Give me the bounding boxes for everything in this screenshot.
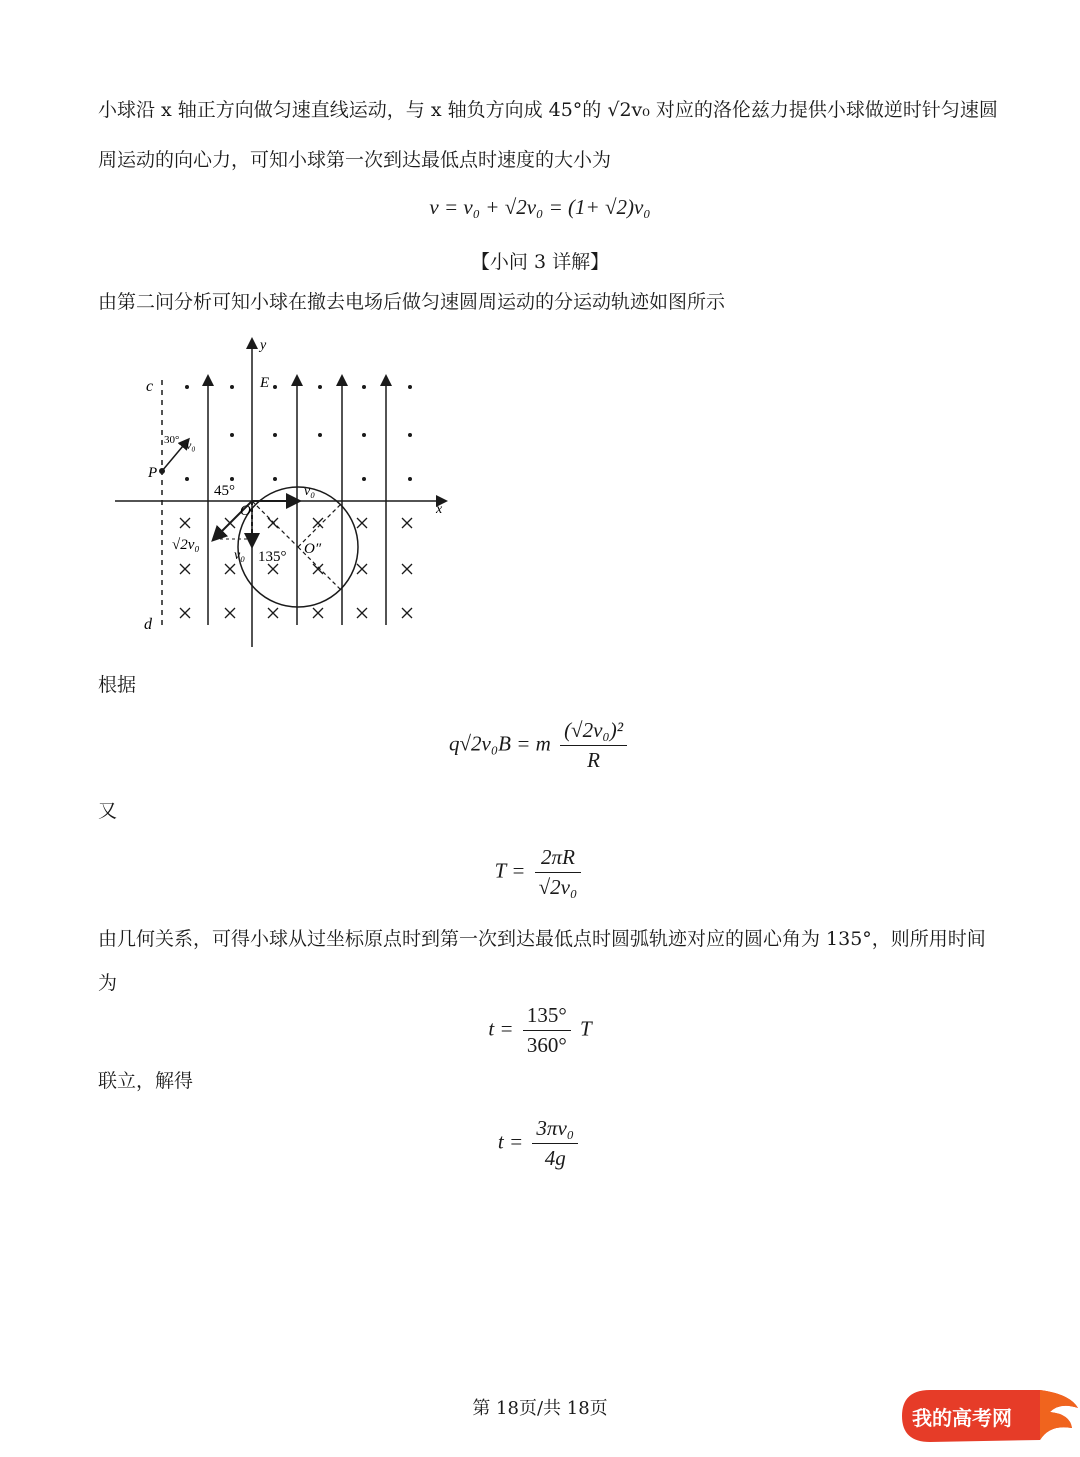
label-d: d: [144, 616, 152, 633]
eq3-numerator: 2πR: [535, 845, 582, 873]
eq5-left: t =: [497, 1129, 524, 1154]
label-135-deg: 135°: [258, 549, 287, 565]
equation-time-result: [0, 1116, 1080, 1171]
label-O: O: [240, 503, 251, 519]
label-45-deg: 45°: [214, 483, 235, 499]
label-P: P: [148, 465, 158, 481]
paragraph-3-line-2: 为: [98, 972, 118, 994]
label-v0-at-P: v₀: [186, 438, 196, 452]
eq3-denominator: √2v₀: [538, 875, 578, 899]
eq3-left: T =: [494, 858, 526, 883]
label-E: E: [260, 375, 270, 391]
eq4-denominator: 360°: [526, 1033, 567, 1057]
label-v0-top: v₀: [304, 484, 316, 499]
word-lianli: 联立，解得: [98, 1070, 194, 1092]
equation-period: [0, 845, 1080, 900]
label-v0-down: v₀: [234, 548, 246, 563]
magnetic-crosses: [180, 518, 412, 618]
eq2-denominator: R: [587, 748, 600, 772]
logo-text: 我的高考网: [912, 1406, 1012, 1430]
section-heading: 【小问 3 详解】: [470, 251, 610, 273]
eq2-numerator: (√2v₀)²: [560, 718, 627, 746]
site-logo: [900, 1384, 1080, 1448]
eq5-numerator: 3πv₀: [532, 1116, 578, 1144]
label-sqrt2-v0: √2v₀: [172, 537, 200, 553]
label-x: x: [436, 502, 443, 517]
eq4-numerator: 135°: [523, 1003, 571, 1031]
equation-time-fraction: [0, 1003, 1080, 1058]
page-footer: 第 18页/共 18页: [472, 1398, 608, 1419]
eq4-left: t =: [488, 1016, 514, 1041]
paragraph-2: 由第二问分析可知小球在撤去电场后做匀速圆周运动的分运动轨迹如图所示: [98, 291, 726, 313]
magnetic-dots: [185, 385, 412, 481]
label-c: c: [146, 378, 154, 395]
trajectory-diagram: [110, 335, 460, 655]
equation-velocity: v = v₀ + √2v₀ = (1+ √2)v₀: [429, 195, 651, 219]
eq4-right: T: [579, 1016, 592, 1041]
label-30-deg: 30°: [164, 434, 180, 446]
label-O-double-prime: O″: [304, 541, 322, 557]
equation-lorentz: [0, 718, 1080, 773]
paragraph-1-line-2: 周运动的向心力，可知小球第一次到达最低点时速度的大小为: [98, 149, 612, 171]
paragraph-3-line-1: 由几何关系，可得小球从过坐标原点时到第一次到达最低点时圆弧轨迹对应的圆心角为 135°，则所用时间: [98, 928, 986, 950]
label-y: y: [260, 338, 267, 353]
word-you: 又: [98, 800, 118, 822]
paragraph-1-line-1: 小球沿 x 轴正方向做匀速直线运动，与 x 轴负方向成 45°的 √2v₀ 对应的洛伦兹力提供小球做逆时针匀速圆: [98, 99, 998, 121]
eq2-left: q√2v₀B = m: [449, 731, 551, 756]
eq5-denominator: 4g: [544, 1146, 566, 1170]
word-genju: 根据: [98, 674, 137, 696]
